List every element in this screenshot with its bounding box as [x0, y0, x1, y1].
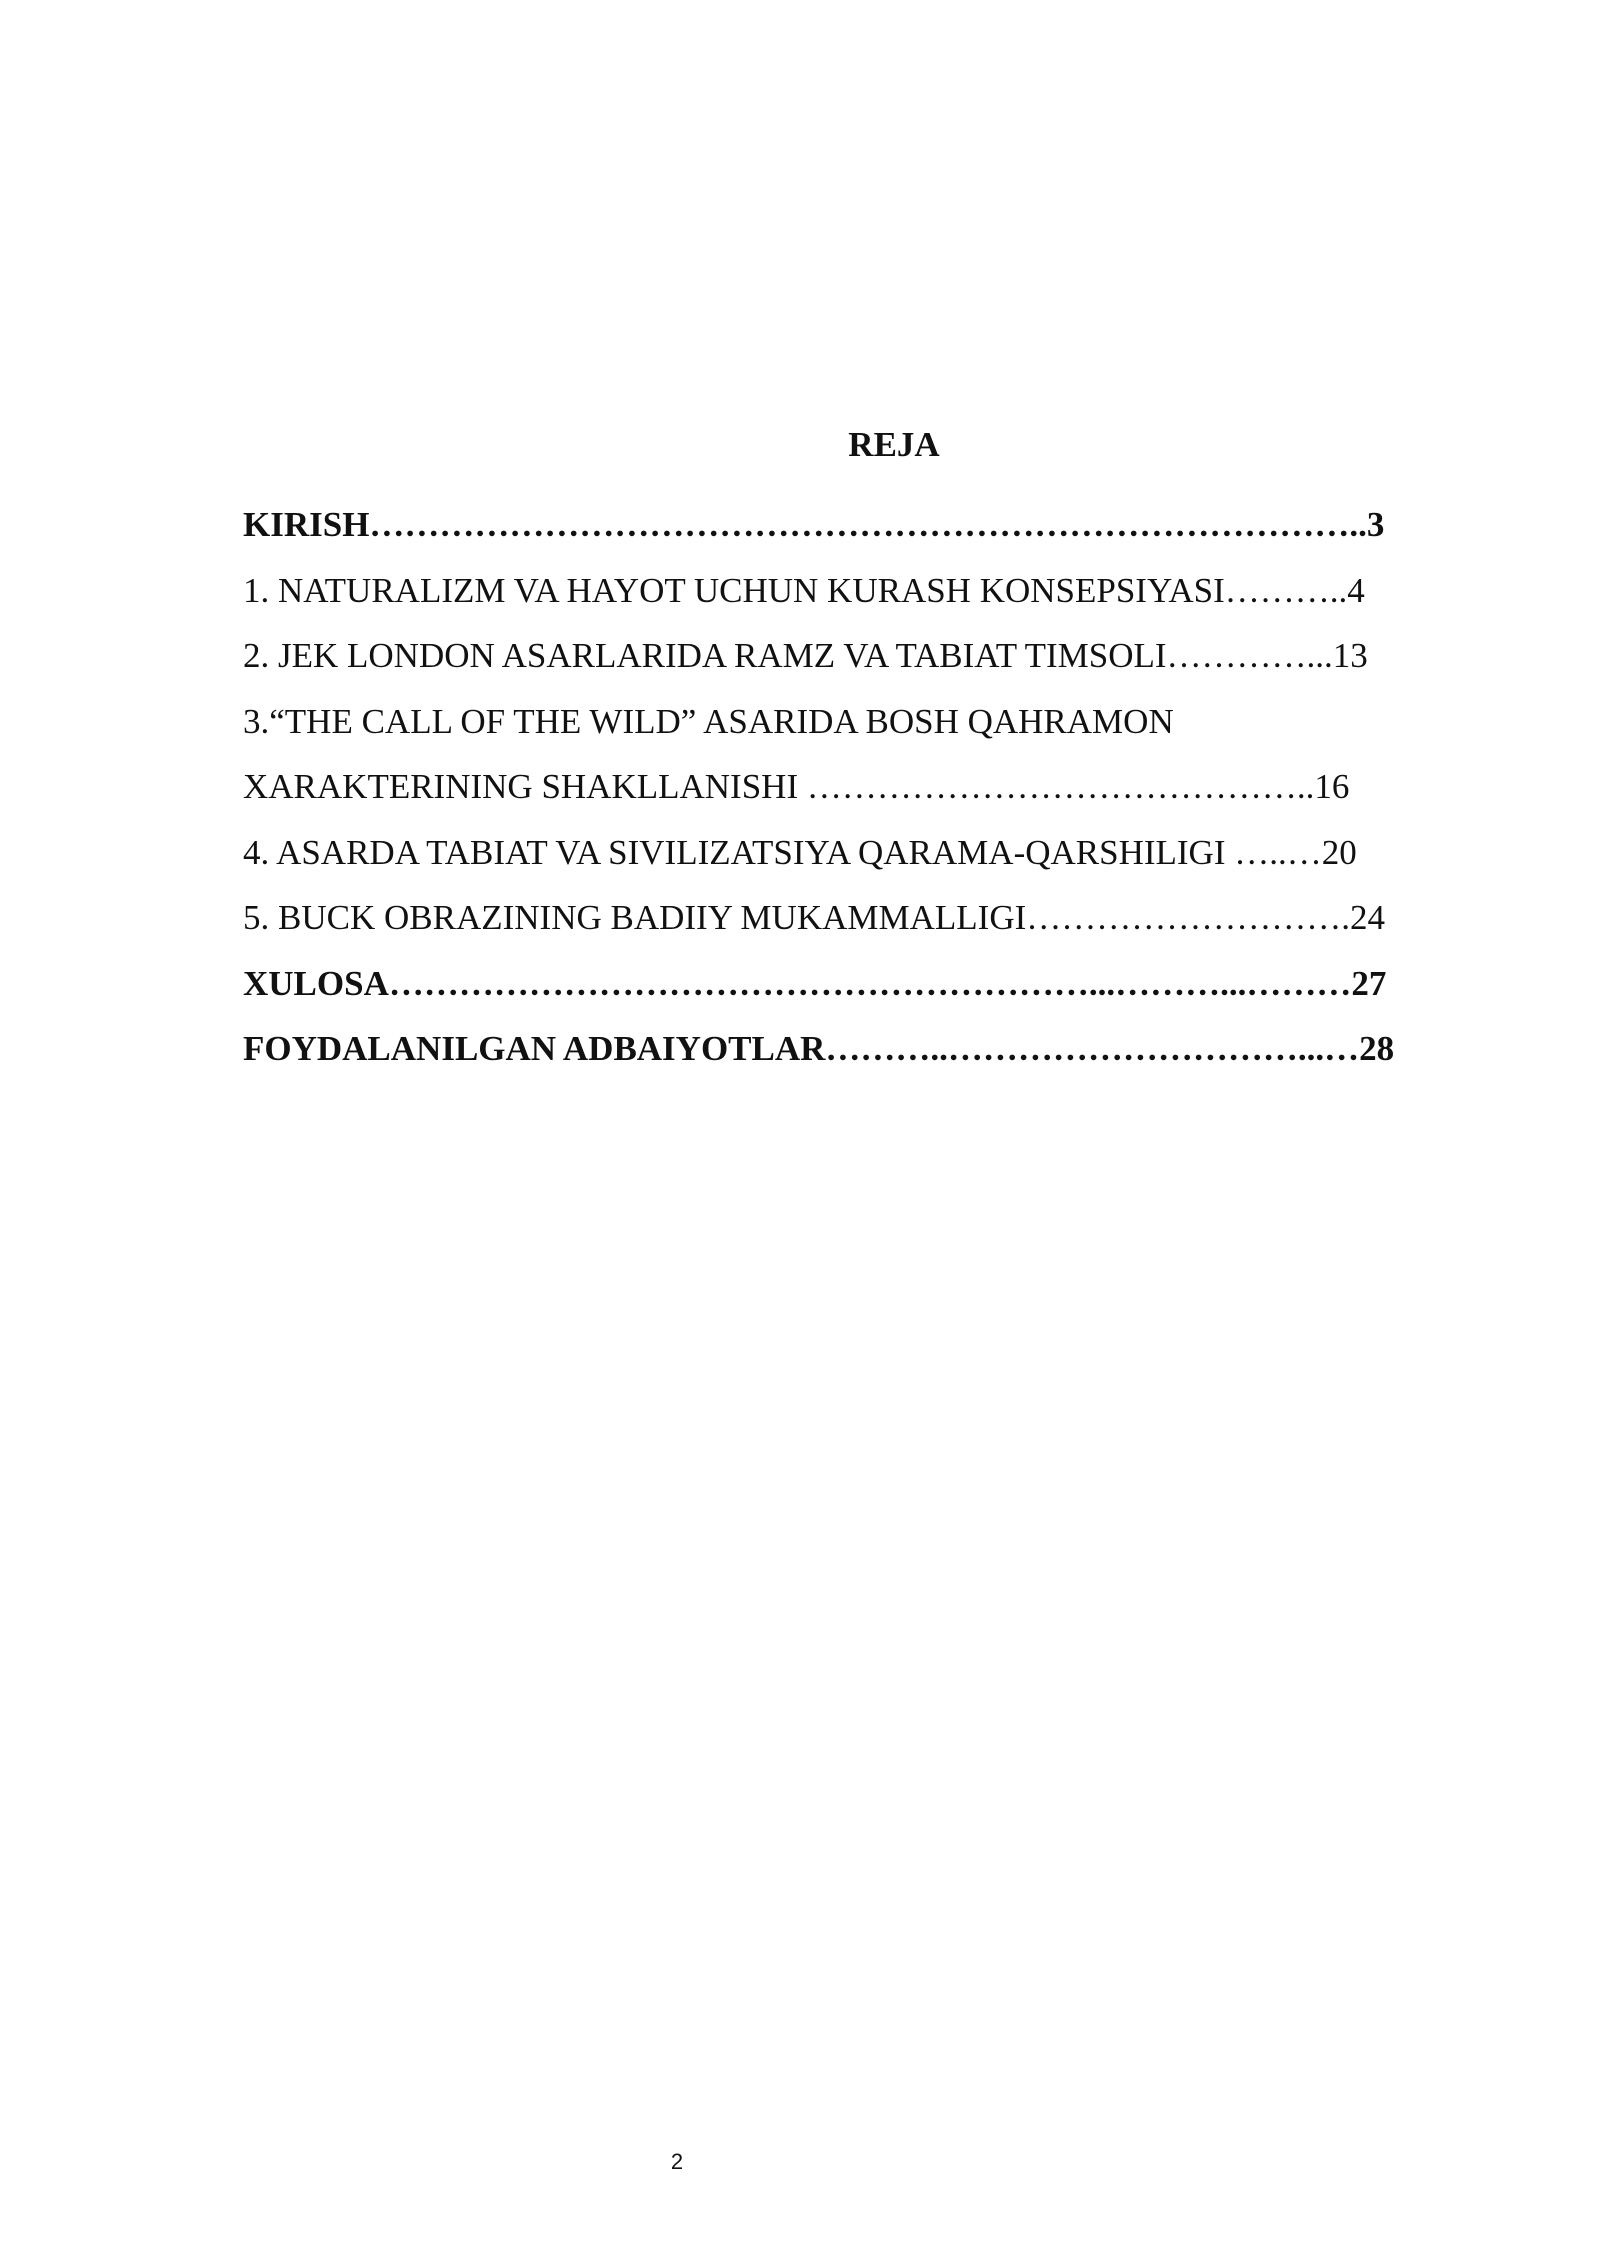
toc-entry-xulosa: XULOSA……………………………………………………...………...………27 — [243, 963, 1387, 1003]
toc-entry-kirish: KIRISH…………………………………………………………………………..3 — [243, 505, 1385, 544]
toc-entry-1: 1. NATURALIZM VA HAYOT UCHUN KURASH KONSEPSIYASI………..4 — [243, 570, 1365, 610]
page-number: 2 — [670, 2149, 684, 2174]
table-of-contents — [243, 492, 1483, 1082]
toc-entry-adabiyotlar: FOYDALANILGAN ADBAIYOTLAR………..…………………………...…28 — [243, 1029, 1395, 1068]
toc-entry-4: 4. ASARDA TABIAT VA SIVILIZATSIYA QARAMA-QARSHILIGI …..…20 — [243, 832, 1357, 872]
toc-entry-3-line-1: 3.“THE CALL OF THE WILD” ASARIDA BOSH QAHRAMON — [243, 701, 1174, 741]
page-title: REJA — [848, 425, 940, 464]
toc-entry-3-line-2: XARAKTERINING SHAKLLANISHI ……………………………………..16 — [243, 767, 1350, 806]
toc-entry-2: 2. JEK LONDON ASARLARIDA RAMZ VA TABIAT TIMSOLI…………...13 — [243, 636, 1368, 675]
toc-entry-5: 5. BUCK OBRAZINING BADIIY MUKAMMALLIGI……………………….24 — [243, 898, 1385, 937]
